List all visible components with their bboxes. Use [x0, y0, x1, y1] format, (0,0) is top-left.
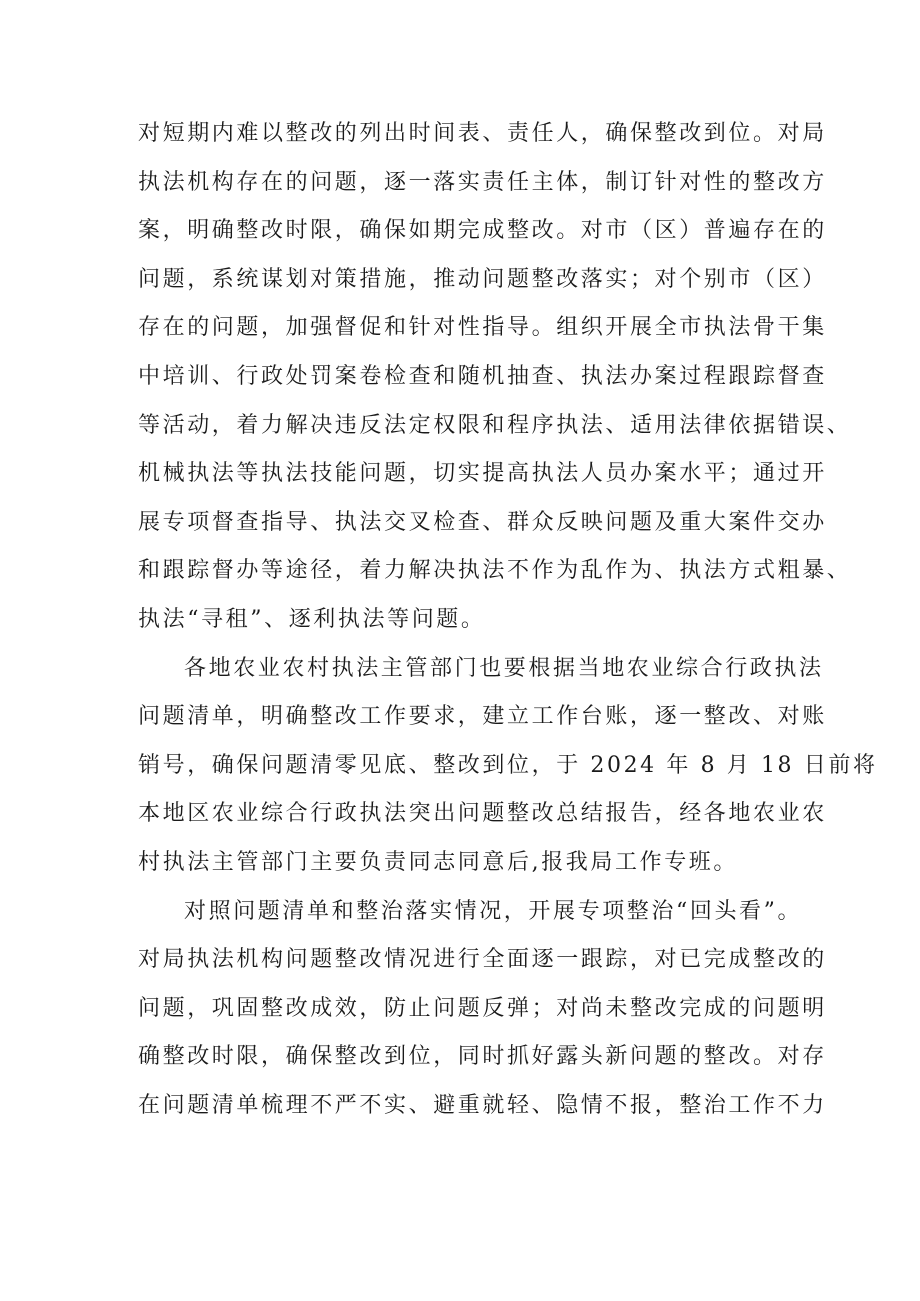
- text-line: 确整改时限，确保整改到位，同时抓好露头新问题的整改。对存: [138, 1044, 827, 1070]
- text-line: 对局执法机构问题整改情况进行全面逐一跟踪，对已完成整改的: [138, 947, 827, 973]
- paragraph-first-line: 各地农业农村执法主管部门也要根据当地农业综合行政执法: [184, 655, 824, 681]
- text-line: 中培训、行政处罚案卷检查和随机抽查、执法办案过程跟踪督查: [138, 363, 827, 389]
- text-line: 和跟踪督办等途径，着力解决执法不作为乱作为、执法方式粗暴、: [138, 558, 852, 584]
- text-line: 机械执法等执法技能问题，切实提高执法人员办案水平；通过开: [138, 461, 827, 487]
- text-line: 对短期内难以整改的列出时间表、责任人，确保整改到位。对局: [138, 121, 827, 146]
- paragraph-first-line: 对照问题清单和整治落实情况，开展专项整治“回头看”。: [184, 898, 803, 924]
- text-line: 等活动，着力解决违反法定权限和程序执法、适用法律依据错误、: [138, 412, 852, 438]
- text-line: 销号，确保问题清零见底、整改到位，于 2024 年 8 月 18 日前将: [138, 752, 878, 778]
- text-line: 问题清单，明确整改工作要求，建立工作台账，逐一整改、对账: [138, 704, 827, 730]
- document-body: [138, 110, 878, 1130]
- text-line: 村执法主管部门主要负责同志同意后,报我局工作专班。: [138, 849, 738, 875]
- text-line: 问题，系统谋划对策措施，推动问题整改落实；对个别市（区）: [138, 266, 827, 292]
- text-line: 执法机构存在的问题，逐一落实责任主体，制订针对性的整改方: [138, 169, 827, 195]
- text-line: 本地区农业综合行政执法突出问题整改总结报告，经各地农业农: [138, 801, 827, 827]
- text-line: 存在的问题，加强督促和针对性指导。组织开展全市执法骨干集: [138, 315, 827, 341]
- text-line: 问题，巩固整改成效，防止问题反弹；对尚未整改完成的问题明: [138, 995, 827, 1021]
- text-line: 案，明确整改时限，确保如期完成整改。对市（区）普遍存在的: [138, 218, 827, 244]
- text-line: 执法“寻租”、逐利执法等问题。: [138, 606, 486, 632]
- text-line: 展专项督查指导、执法交叉检查、群众反映问题及重大案件交办: [138, 509, 827, 535]
- text-line: 在问题清单梳理不严不实、避重就轻、隐情不报，整治工作不力: [138, 1092, 827, 1118]
